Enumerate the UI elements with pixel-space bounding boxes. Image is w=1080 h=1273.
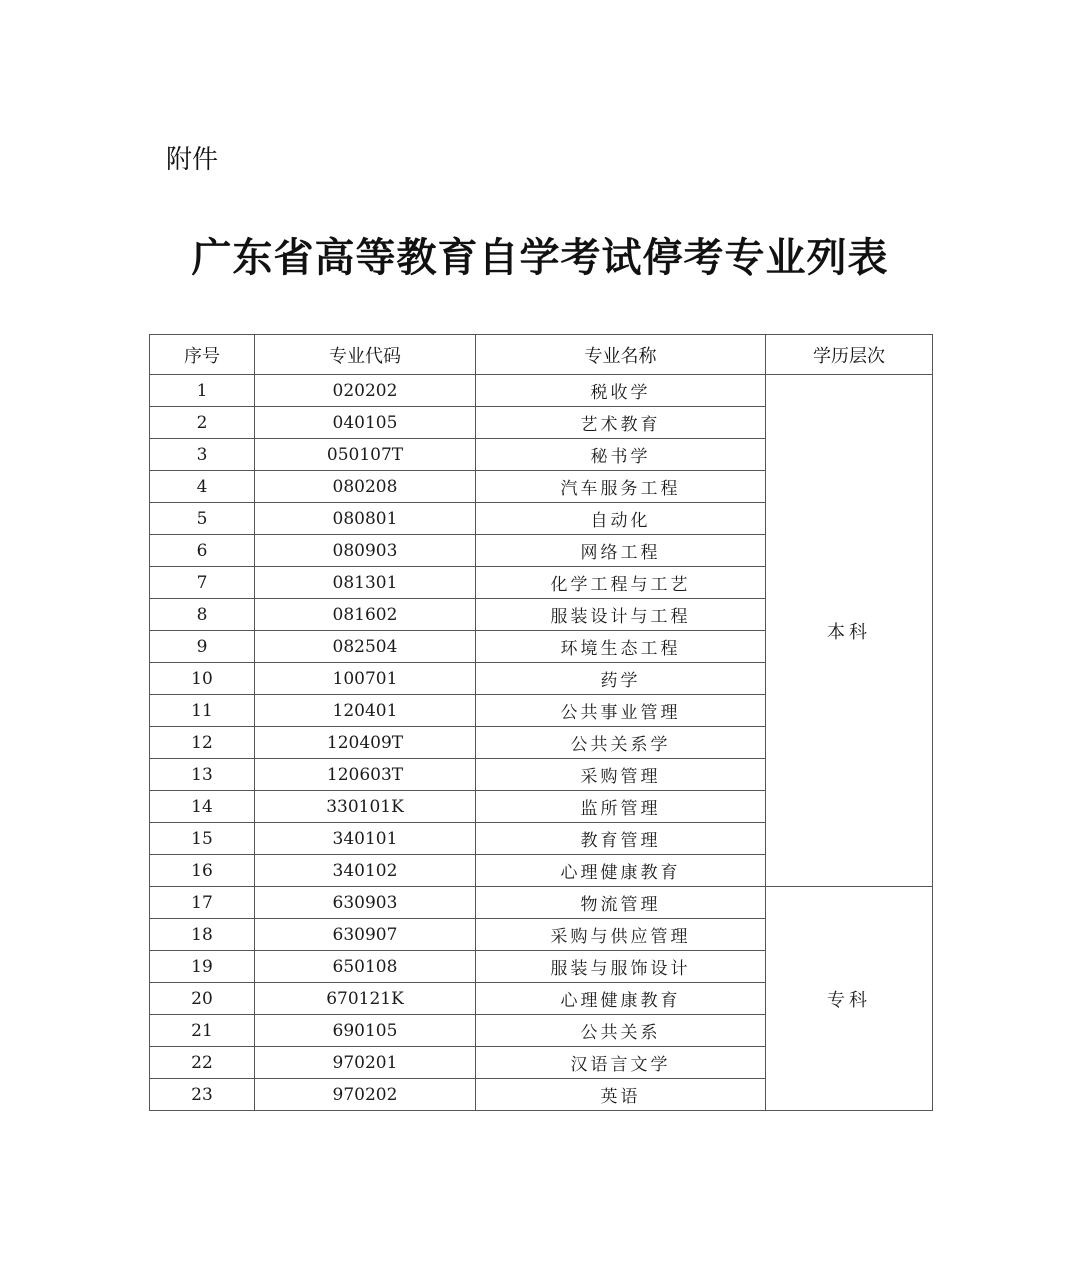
cell-major-code: 340102 bbox=[255, 855, 476, 887]
cell-major-code: 690105 bbox=[255, 1015, 476, 1047]
cell-major-code: 650108 bbox=[255, 951, 476, 983]
cell-major-code: 630903 bbox=[255, 887, 476, 919]
cell-major-code: 340101 bbox=[255, 823, 476, 855]
cell-major-name: 药学 bbox=[476, 663, 766, 695]
cell-serial-number: 20 bbox=[150, 983, 255, 1015]
cell-major-name: 公共关系学 bbox=[476, 727, 766, 759]
cell-serial-number: 16 bbox=[150, 855, 255, 887]
cell-serial-number: 6 bbox=[150, 535, 255, 567]
cell-serial-number: 11 bbox=[150, 695, 255, 727]
cell-serial-number: 23 bbox=[150, 1079, 255, 1111]
cell-serial-number: 21 bbox=[150, 1015, 255, 1047]
cell-education-level: 专科 bbox=[766, 887, 933, 1111]
cell-major-name: 物流管理 bbox=[476, 887, 766, 919]
cell-major-code: 970202 bbox=[255, 1079, 476, 1111]
header-major-code: 专业代码 bbox=[255, 335, 476, 375]
cell-serial-number: 2 bbox=[150, 407, 255, 439]
cell-major-code: 081602 bbox=[255, 599, 476, 631]
cell-major-name: 秘书学 bbox=[476, 439, 766, 471]
header-education-level: 学历层次 bbox=[766, 335, 933, 375]
cell-major-name: 税收学 bbox=[476, 375, 766, 407]
cell-major-code: 082504 bbox=[255, 631, 476, 663]
cell-serial-number: 4 bbox=[150, 471, 255, 503]
cell-serial-number: 18 bbox=[150, 919, 255, 951]
header-serial-number: 序号 bbox=[150, 335, 255, 375]
table-row bbox=[150, 375, 933, 407]
cell-major-name: 艺术教育 bbox=[476, 407, 766, 439]
cell-serial-number: 1 bbox=[150, 375, 255, 407]
cell-major-code: 080801 bbox=[255, 503, 476, 535]
cell-major-name: 化学工程与工艺 bbox=[476, 567, 766, 599]
cell-serial-number: 19 bbox=[150, 951, 255, 983]
table-row bbox=[150, 887, 933, 919]
cell-major-name: 心理健康教育 bbox=[476, 855, 766, 887]
cell-serial-number: 22 bbox=[150, 1047, 255, 1079]
cell-education-level: 本科 bbox=[766, 375, 933, 887]
cell-serial-number: 12 bbox=[150, 727, 255, 759]
cell-major-name: 环境生态工程 bbox=[476, 631, 766, 663]
table-body bbox=[150, 375, 933, 1111]
document-title: 广东省高等教育自学考试停考专业列表 bbox=[191, 234, 889, 281]
cell-serial-number: 13 bbox=[150, 759, 255, 791]
cell-serial-number: 7 bbox=[150, 567, 255, 599]
cell-major-code: 050107T bbox=[255, 439, 476, 471]
cell-serial-number: 15 bbox=[150, 823, 255, 855]
cell-major-name: 网络工程 bbox=[476, 535, 766, 567]
cell-major-name: 自动化 bbox=[476, 503, 766, 535]
cell-major-code: 020202 bbox=[255, 375, 476, 407]
cell-major-code: 081301 bbox=[255, 567, 476, 599]
cell-serial-number: 3 bbox=[150, 439, 255, 471]
cell-serial-number: 14 bbox=[150, 791, 255, 823]
cell-serial-number: 10 bbox=[150, 663, 255, 695]
suspended-majors-table bbox=[149, 334, 933, 1111]
cell-major-code: 120401 bbox=[255, 695, 476, 727]
cell-major-name: 心理健康教育 bbox=[476, 983, 766, 1015]
cell-major-code: 970201 bbox=[255, 1047, 476, 1079]
cell-serial-number: 17 bbox=[150, 887, 255, 919]
table-header bbox=[150, 335, 933, 375]
header-major-name: 专业名称 bbox=[476, 335, 766, 375]
cell-major-name: 采购与供应管理 bbox=[476, 919, 766, 951]
cell-major-code: 330101K bbox=[255, 791, 476, 823]
cell-major-code: 080208 bbox=[255, 471, 476, 503]
cell-major-name: 公共关系 bbox=[476, 1015, 766, 1047]
cell-major-code: 670121K bbox=[255, 983, 476, 1015]
attachment-label: 附件 bbox=[166, 145, 219, 175]
cell-major-name: 英语 bbox=[476, 1079, 766, 1111]
cell-major-name: 服装设计与工程 bbox=[476, 599, 766, 631]
cell-major-code: 120409T bbox=[255, 727, 476, 759]
cell-major-name: 监所管理 bbox=[476, 791, 766, 823]
cell-serial-number: 8 bbox=[150, 599, 255, 631]
cell-major-name: 教育管理 bbox=[476, 823, 766, 855]
cell-major-code: 630907 bbox=[255, 919, 476, 951]
cell-serial-number: 5 bbox=[150, 503, 255, 535]
cell-major-code: 100701 bbox=[255, 663, 476, 695]
cell-major-code: 120603T bbox=[255, 759, 476, 791]
cell-serial-number: 9 bbox=[150, 631, 255, 663]
table-header-row bbox=[150, 335, 933, 375]
cell-major-code: 080903 bbox=[255, 535, 476, 567]
cell-major-name: 汉语言文学 bbox=[476, 1047, 766, 1079]
cell-major-name: 采购管理 bbox=[476, 759, 766, 791]
cell-major-name: 服装与服饰设计 bbox=[476, 951, 766, 983]
cell-major-name: 公共事业管理 bbox=[476, 695, 766, 727]
cell-major-name: 汽车服务工程 bbox=[476, 471, 766, 503]
cell-major-code: 040105 bbox=[255, 407, 476, 439]
